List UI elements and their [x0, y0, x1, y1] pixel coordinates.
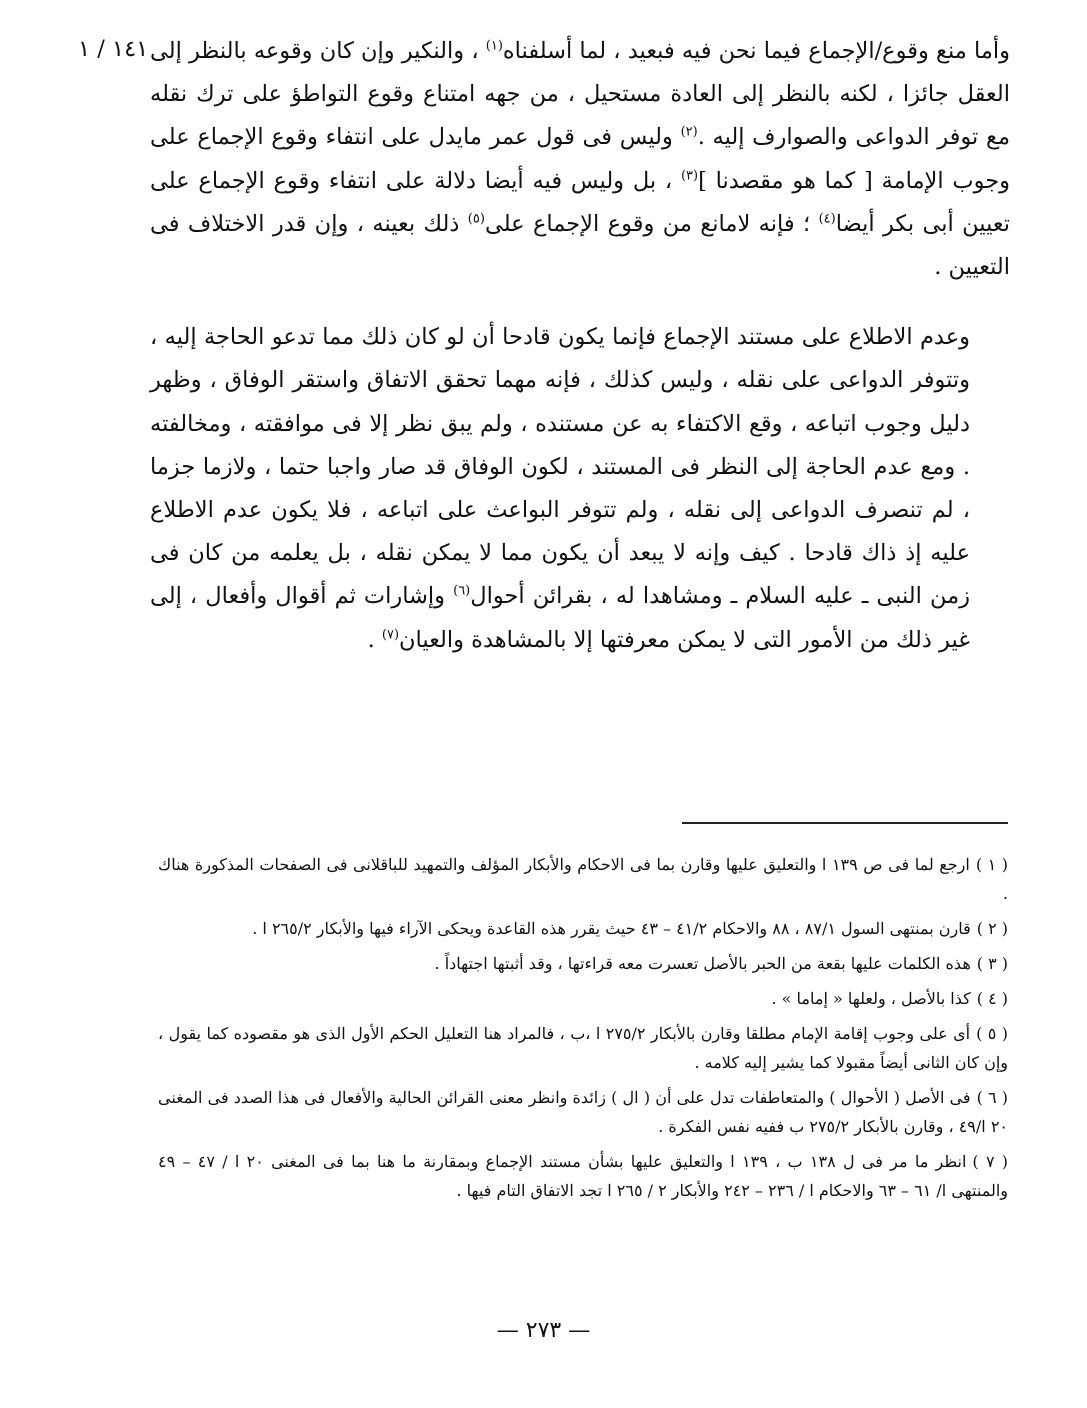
p1-text-e: ؛ فإنه لامانع من وقوع الإجماع على — [484, 210, 819, 237]
margin-folio-reference: ١٤١ / ١ — [78, 36, 149, 62]
footnote-text: كذا بالأصل ، ولعلها « إماما » . — [771, 989, 971, 1008]
footnote-4 — [158, 984, 1008, 1013]
footnotes — [158, 850, 1008, 1211]
footnote-ref-4[interactable]: (٤) — [818, 211, 836, 227]
footnote-divider — [682, 822, 1008, 824]
paragraph-1 — [150, 30, 1010, 289]
footnote-text: هذه الكلمات عليها بقعة من الحبر بالأصل تعسرت معه قراءتها ، وقد أثبتها اجتهاداً . — [434, 954, 971, 973]
footnote-number: ( ٢ ) — [976, 919, 1008, 938]
p2-text-a: وعدم الاطلاع على مستند الإجماع فإنما يكون قادحا أن لو كان ذلك مما تدعو الحاجة إليه ، وتتوفر الدواعى على نقله ، وليس كذلك ، فإنه مهما تحقق الاتفاق واستقر الوفاق ، وظهر دليل وجوب اتباعه ، وقع الاكتفاء به عن مستنده ، ولم يبق نظر إلا فى موافقته ، ومخالفته . ومع عدم الحاجة إلى النظر فى المستند ، لكون الوفاق قد صار واجبا حتما ، ولازما جزما ، لم تنصرف الدواعى إلى نقله ، ولم تتوفر البواعث على اتباعه ، فلا يكون عدم الاطلاع عليه إذ ذاك قادحا . كيف وإنه لا يبعد أن يكون مما لا يمكن نقله ، بل يعلمه من كان فى زمن النبى ـ عليه السلام ـ ومشاهدا له ، بقرائن أحوال — [150, 324, 970, 610]
footnote-ref-3[interactable]: (٣) — [680, 168, 699, 184]
main-text — [150, 30, 1010, 662]
footnote-text: انظر ما مر فى ل ١٣٨ ب ، ١٣٩ ا والتعليق عليها بشأن مستند الإجماع وبمقارنة ما هنا بما فى المغنى ٢٠ ا / ٤٧ – ٤٩ والمنتهى ا/ ٦١ – ٦٣ والاحكام ا / ٢٣٦ – ٢٤٢ والأبكار ٢ / ٢٦٥ ا تجد الاتفاق التام فيها . — [158, 1152, 1008, 1200]
page-number: — ٢٧٣ — — [496, 1318, 591, 1343]
footnote-1 — [158, 850, 1008, 908]
paragraph-2 — [150, 316, 1010, 662]
footnote-number: ( ١ ) — [975, 855, 1009, 874]
footnote-3 — [158, 949, 1008, 978]
footnote-number: ( ٤ ) — [976, 989, 1008, 1008]
p1-text-b: ، والنكير وإن كان وقوعه بالنظر إلى العقل جائزا ، لكنه بالنظر إلى العادة مستحيل ، من جهه امتناع وقوع التواطؤ على ترك نقله مع توفر الدواعى والصوارف إليه . — [150, 38, 1010, 151]
footnote-5 — [158, 1019, 1008, 1077]
footnote-number: ( ٧ ) — [972, 1152, 1009, 1171]
p1-text-c: وليس فى قول عمر مايدل على انتفاء وقوع الإجماع على وجوب الإمامة [ كما هو مقصدنا ] — [150, 124, 1010, 194]
p2-text-b: وإشارات ثم أقوال وأفعال ، إلى غير ذلك من الأمور التى لا يمكن معرفتها إلا بالمشاهدة والعيان — [150, 583, 970, 653]
footnote-text: ارجع لما فى ص ١٣٩ ا والتعليق عليها وقارن بما فى الاحكام والأبكار المؤلف والتمهيد للباقلانى فى الصفحات المذكورة هناك . — [158, 855, 1008, 903]
footnote-2 — [158, 914, 1008, 943]
footnote-ref-7[interactable]: (٧) — [381, 627, 400, 643]
footnote-ref-1[interactable]: (١) — [485, 38, 503, 54]
footnote-ref-2[interactable]: (٢) — [680, 124, 698, 140]
footnote-number: ( ٥ ) — [976, 1024, 1008, 1043]
footnote-7 — [158, 1147, 1008, 1205]
p1-text-f: ذلك بعينه ، وإن قدر الاختلاف فى التعيين . — [150, 210, 1010, 281]
footnote-6 — [158, 1083, 1008, 1141]
footnote-number: ( ٦ ) — [976, 1088, 1009, 1107]
p1-text-a: وأما منع وقوع/الإجماع فيما نحن فيه فبعيد ، لما أسلفناه — [502, 38, 1010, 64]
footnote-text: أى على وجوب إقامة الإمام مطلقا وقارن بالأبكار ٢٧٥/٢ ا ،ب ، فالمراد هنا التعليل الحكم الأول الذى هو مقصوده كما يقول ، وإن كان الثانى أيضاً مقبولا كما يشير إليه كلامه . — [158, 1024, 1008, 1072]
footnote-text: قارن بمنتهى السول ٨٧/١ ، ٨٨ والاحكام ٤١/٢ – ٤٣ حيث يقرر هذه القاعدة ويحكى الآراء فيها والأبكار ٢٦٥/٢ ا . — [252, 919, 971, 938]
p2-text-c: . — [367, 626, 382, 653]
p1-text-d: ، بل وليس فيه أيضا دلالة على انتفاء وقوع الإجماع على تعيين أبى بكر أيضا — [150, 167, 1010, 237]
footnote-ref-5[interactable]: (٥) — [467, 211, 485, 227]
footnote-number: ( ٣ ) — [976, 954, 1008, 973]
footnote-text: فى الأصل ( الأحوال ) والمتعاطفات تدل على أن ( ال ) زائدة وانظر معنى القرائن الحالية والأفعال فى هذا الصدد فى المغنى ٢٠ ا/٤٩ ، وقارن بالأبكار ٢٧٥/٢ ب ففيه نفس الفكرة . — [158, 1088, 1008, 1136]
footnote-ref-6[interactable]: (٦) — [453, 583, 471, 599]
